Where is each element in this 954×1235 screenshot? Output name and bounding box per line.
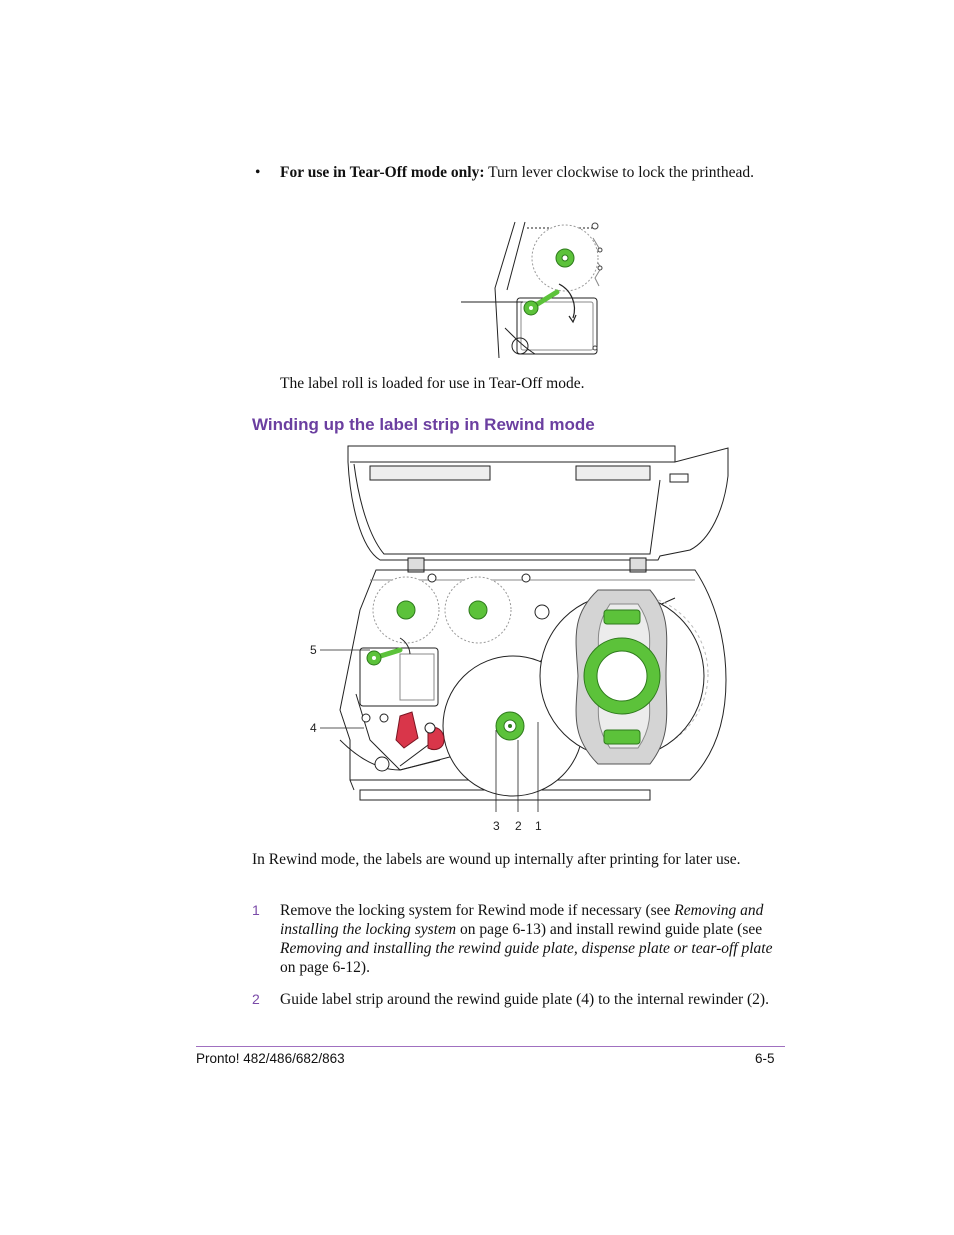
bullet-bold: For use in Tear-Off mode only: bbox=[280, 164, 485, 181]
callout-3: 3 bbox=[493, 819, 500, 833]
step-1-t2: on page 6-13) and install rewind guide plate (see bbox=[456, 921, 763, 938]
callout-4: 4 bbox=[310, 721, 317, 735]
step-2-text: Guide label strip around the rewind guide plate (4) to the internal rewinder (2). bbox=[280, 991, 769, 1008]
callout-5: 5 bbox=[310, 643, 317, 657]
step-1-t1: Remove the locking system for Rewind mode if necessary (see bbox=[280, 902, 675, 919]
lever-icon bbox=[524, 292, 557, 315]
step-2-number: 2 bbox=[252, 991, 260, 1007]
step-1-number: 1 bbox=[252, 902, 260, 918]
footer-rule bbox=[196, 1046, 785, 1047]
bullet-marker: • bbox=[255, 164, 261, 181]
step-1-link-guide-plate: Removing and installing the rewind guide plate, dispense plate or tear-off plate bbox=[280, 940, 773, 957]
bullet-rest: Turn lever clockwise to lock the printhead. bbox=[484, 164, 754, 181]
figure-caption: The label roll is loaded for use in Tear-Off mode. bbox=[280, 375, 585, 392]
footer-product: Pronto! 482/486/682/863 bbox=[196, 1051, 345, 1066]
step-1-text bbox=[280, 901, 785, 977]
figure-rewind-mode bbox=[300, 440, 740, 840]
ribbon-supply-spindle bbox=[397, 601, 415, 619]
red-lock-left bbox=[396, 712, 418, 748]
footer-page-number: 6-5 bbox=[755, 1051, 775, 1066]
bullet-text bbox=[280, 163, 760, 182]
figure-tear-off-lever bbox=[455, 218, 615, 358]
section-heading: Winding up the label strip in Rewind mode bbox=[252, 415, 595, 434]
callout-1: 1 bbox=[535, 819, 542, 833]
rewind-paragraph: In Rewind mode, the labels are wound up internally after printing for later use. bbox=[252, 851, 741, 868]
printhead-lever-icon bbox=[367, 650, 400, 665]
step-1-link-locking: Removing and installing the locking system bbox=[280, 902, 764, 938]
step-1-t3: on page 6-12). bbox=[280, 959, 370, 976]
callout-2: 2 bbox=[515, 819, 522, 833]
ribbon-rewind-spindle bbox=[469, 601, 487, 619]
